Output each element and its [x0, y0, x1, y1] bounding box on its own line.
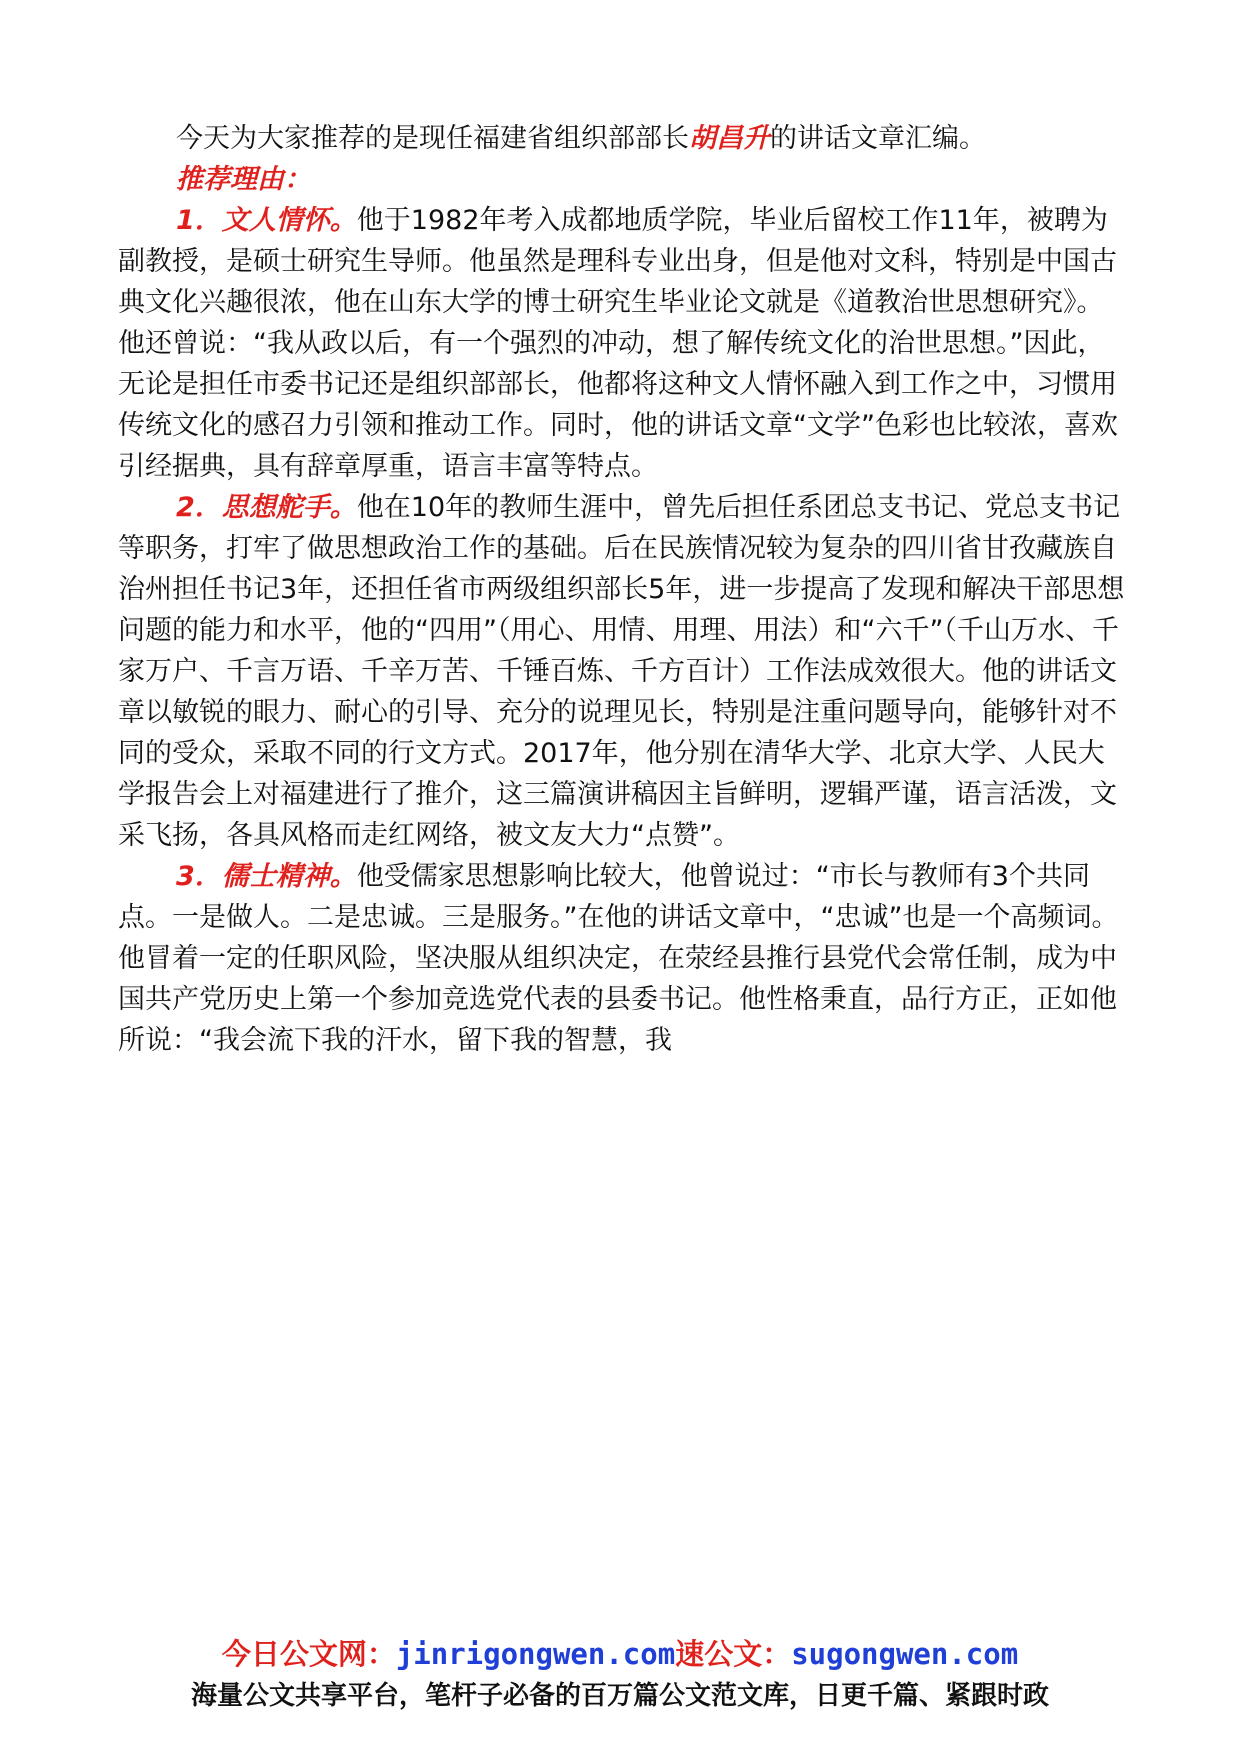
section-1-body: 他于1982年考入成都地质学院，毕业后留校工作11年，被聘为副教授，是硕士研究生导师。他虽然是理科专业出身，但是他对文科，特别是中国古典文化兴趣很浓，他在山东大学的博士研究生毕业论文就是《道教治世思想研究》。他还曾说：“我从政以后，有一个强烈的冲动，想了解传统文化的治世思想。”因此，无论是担任市委书记还是组织部部长，他都将这种文人情怀融入到工作之中，习惯用传统文化的感召力引领和推动工作。同时，他的讲话文章“文学”色彩也比较浓，喜欢引经据典，具有辞章厚重，语言丰富等特点。 — [118, 205, 1118, 482]
site2-link[interactable]: sugongwen.com — [791, 1637, 1019, 1671]
intro-paragraph — [118, 118, 1128, 159]
section-2-paragraph — [118, 487, 1128, 856]
highlighted-name: 胡昌升 — [689, 123, 770, 154]
section-1-paragraph — [118, 200, 1128, 487]
site2-label: 速公文： — [675, 1637, 792, 1671]
intro-suffix: 的讲话文章汇编。 — [770, 123, 986, 154]
site1-link[interactable]: jinrigongwen.com — [395, 1637, 676, 1671]
section-2-title: 2．思想舵手。 — [176, 492, 357, 523]
footer-sites — [0, 1632, 1240, 1673]
reasons-heading: 推荐理由： — [176, 164, 311, 195]
section-3-title: 3．儒士精神。 — [176, 861, 357, 892]
intro-prefix: 今天为大家推荐的是现任福建省组织部部长 — [176, 123, 689, 154]
footer-tagline: 海量公文共享平台，笔杆子必备的百万篇公文范文库，日更千篇、紧跟时政 — [190, 1681, 1049, 1711]
section-3-paragraph — [118, 856, 1128, 1061]
section-2-body: 他在10年的教师生涯中，曾先后担任系团总支书记、党总支书记等职务，打牢了做思想政治工作的基础。后在民族情况较为复杂的四川省甘孜藏族自治州担任书记3年，还担任省市两级组织部长5年，进一步提高了发现和解决干部思想问题的能力和水平，他的“四用”（用心、用情、用理、用法）和“六千”（千山万水、千家万户、千言万语、千辛万苦、千锤百炼、千方百计）工作法成效很大。他的讲话文章以敏锐的眼力、耐心的引导、充分的说理见长，特别是注重问题导向，能够针对不同的受众，采取不同的行文方式。2017年，他分别在清华大学、北京大学、人民大学报告会上对福建进行了推介，这三篇演讲稿因主旨鲜明，逻辑严谨，语言活泼，文采飞扬，各具风格而走红网络，被文友大力“点赞”。 — [118, 492, 1125, 851]
site1-label: 今日公文网： — [221, 1637, 396, 1671]
section-1-title: 1．文人情怀。 — [176, 205, 357, 236]
document-body — [118, 118, 1128, 1061]
section-3-body: 他受儒家思想影响比较大，他曾说过：“市长与教师有3个共同点。一是做人。二是忠诚。三是服务。”在他的讲话文章中，“忠诚”也是一个高频词。他冒着一定的任职风险，坚决服从组织决定，在荥经县推行县党代会常任制，成为中国共产党历史上第一个参加竞选党代表的县委书记。他性格秉直，品行方正，正如他所说：“我会流下我的汗水，留下我的智慧，我 — [118, 861, 1119, 1056]
